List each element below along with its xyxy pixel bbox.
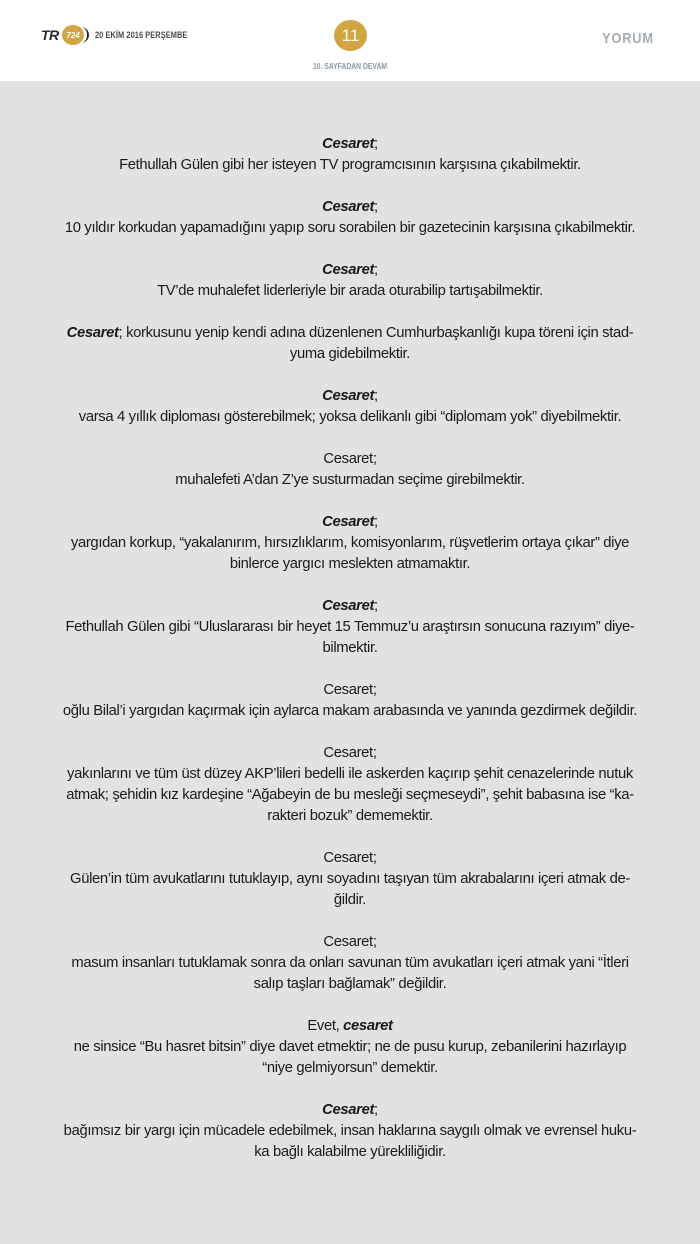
keyword: Cesaret [323,681,373,698]
paragraph-block [40,385,660,427]
keyword: Cesaret [323,450,373,467]
keyword: cesaret [343,1017,393,1034]
paragraph-heading [44,385,656,406]
paragraph-line: yargıdan korkup, “yakalanırım, hırsızlıklarım, komisyonlarım, rüşvetlerim ortaya çıkar” diye [70,534,630,551]
paragraph-block [40,742,660,826]
separator: ; [374,513,378,530]
keyword: Cesaret [323,744,373,761]
keyword: Cesaret [322,597,375,614]
logo-badge: 724 [62,25,84,45]
separator: ; [374,261,378,278]
paragraph-line: salıp taşları bağlamak” değildir. [253,975,447,992]
paragraph-heading [44,1015,656,1036]
page-number-badge: 11 [334,20,367,51]
paragraph-heading [44,742,656,763]
paragraph-heading [44,679,656,700]
issue-date: 20 EKİM 2016 PERŞEMBE [95,30,188,40]
paragraph-line: ne sinsice “Bu hasret bitsin” diye davet etmektir; ne de pusu kurup, zebanilerini hazırlayıp [73,1038,627,1055]
paragraph-line: Fethullah Gülen gibi “Uluslararası bir heyet 15 Temmuz’u araştırsın sonucuna razıyım” diye- [65,618,635,635]
logo-arc-icon [80,27,89,43]
paragraph-heading [44,1099,656,1120]
logo-text: TR [41,27,59,43]
paragraph-line: varsa 4 yıllık diploması gösterebilmek; yoksa delikanlı gibi “diplomam yok” diyebilmektir. [78,408,622,425]
separator: ; [374,135,378,152]
separator: ; [374,198,378,215]
paragraph-block [40,322,660,364]
paragraph-block [40,448,660,490]
keyword: Cesaret [323,933,373,950]
paragraph-block [40,511,660,574]
paragraph-heading [44,322,656,343]
paragraph-line: bağımsız bir yargı için mücadele edebilmek, insan haklarına saygılı olmak ve evrensel huku- [63,1122,637,1139]
paragraph-block [40,847,660,910]
paragraph-heading [44,133,656,154]
paragraph-heading [44,196,656,217]
paragraph-line: oğlu Bilal’i yargıdan kaçırmak için aylarca makam arabasında ve yanında gezdirmek değildir. [62,702,638,719]
keyword: Cesaret [322,387,375,404]
paragraph-block [40,931,660,994]
paragraph-line: bilmektir. [322,639,378,656]
page-header [0,0,700,81]
separator: ; [374,387,378,404]
paragraph-line: masum insanları tutuklamak sonra da onları savunan tüm avukatları içeri atmak yani “İtleri [71,954,629,971]
paragraph-line: rakteri bozuk” dememektir. [267,807,433,824]
keyword: Cesaret [322,261,375,278]
separator: ; [372,681,377,698]
paragraph-line: binlerce yargıcı meslekten atmamaktır. [229,555,471,572]
section-label: YORUM [602,30,654,47]
keyword: Cesaret [322,135,375,152]
paragraph-heading [44,511,656,532]
paragraph-block [40,1099,660,1162]
separator: ; [372,450,377,467]
paragraph-line: TV’de muhalefet liderleriyle bir arada oturabilip tartışabilmektir. [157,282,543,299]
inline-text: ; korkusunu yenip kendi adına düzenlenen Cumhurbaşkanlığı kupa töreni için stad- [118,324,634,341]
separator: ; [372,849,377,866]
paragraph-heading [44,448,656,469]
paragraph-line: muhalefeti A’dan Z’ye susturmadan seçime girebilmektir. [175,471,525,488]
paragraph-heading [44,847,656,868]
paragraph-line: “niye gelmiyorsun” demektir. [262,1059,438,1076]
paragraph-heading [44,259,656,280]
paragraph-line: yakınlarını ve tüm üst düzey AKP’lileri bedelli ile askerden kaçırıp şehit cenazelerinde nutuk [67,765,633,782]
paragraph-line: ğildir. [333,891,367,908]
separator: ; [374,1101,378,1118]
keyword: Cesaret [66,324,119,341]
paragraph-line: 10 yıldır korkudan yapamadığını yapıp soru sorabilen bir gazetecinin karşısına çıkabilmektir. [64,219,636,236]
separator: ; [374,597,378,614]
paragraph-block [40,259,660,301]
separator: ; [372,744,377,761]
paragraph-line: Fethullah Gülen gibi her isteyen TV programcısının karşısına çıkabilmektir. [119,156,581,173]
keyword: Cesaret [322,513,375,530]
paragraph-line: ka bağlı kalabilme yürekliliğidir. [254,1143,446,1160]
tr724-logo [41,24,93,46]
paragraph-block [40,196,660,238]
keyword: Cesaret [323,849,373,866]
continued-from-label: 10. SAYFADAN DEVAM [312,62,388,71]
paragraph-block [40,679,660,721]
paragraph-line: atmak; şehidin kız kardeşine “Ağabeyin de bu mesleği seçmeseydi”, şehit babasına ise “ka- [66,786,634,803]
heading-prefix: Evet, [307,1017,344,1034]
separator: ; [372,933,377,950]
paragraph-block [40,133,660,175]
paragraph-block [40,595,660,658]
paragraph-heading [44,595,656,616]
keyword: Cesaret [322,198,375,215]
article-body [40,133,660,1183]
paragraph-line: Gülen’in tüm avukatlarını tutuklayıp, aynı soyadını taşıyan tüm akrabalarını içeri atmak de- [70,870,630,887]
keyword: Cesaret [322,1101,375,1118]
paragraph-line: yuma gidebilmektir. [289,345,411,362]
paragraph-block [40,1015,660,1078]
paragraph-heading [44,931,656,952]
